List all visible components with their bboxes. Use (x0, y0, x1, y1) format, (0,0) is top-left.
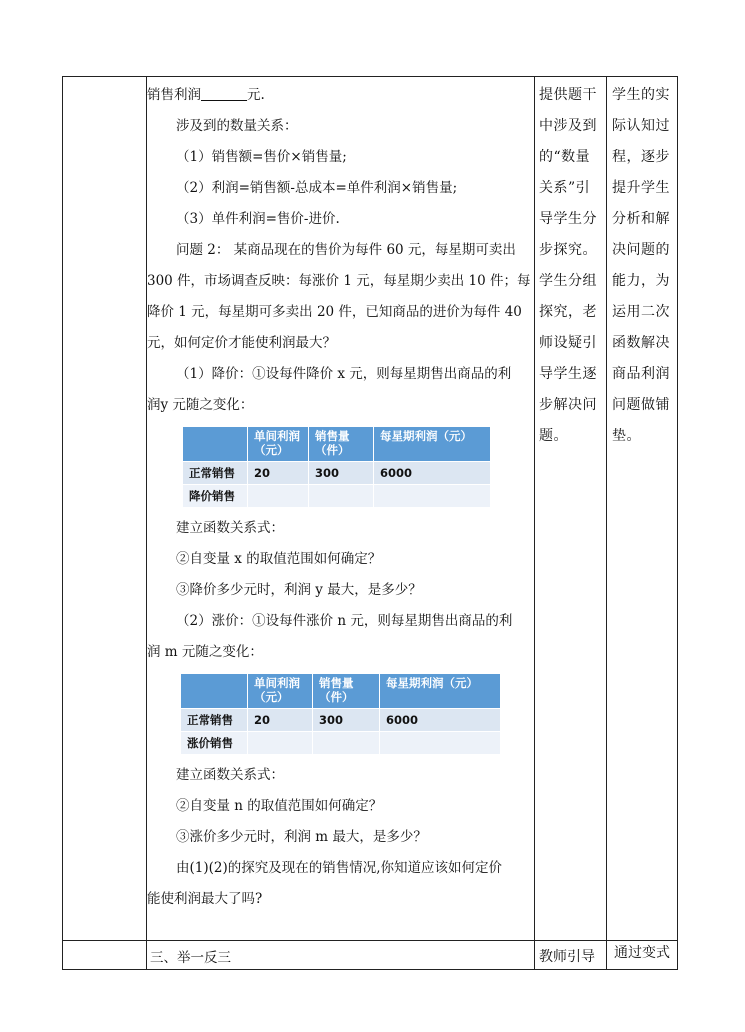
main-content-column (147, 80, 532, 915)
text-line: 由(1)(2)的探究及现在的销售情况,你知道应该如何定价 (176, 860, 503, 876)
table-header: 单间利润 （元） (248, 427, 309, 462)
column-divider (606, 76, 607, 970)
text-line: （2）涨价：①设每件涨价 n 元，则每星期售出商品的利 (176, 613, 513, 629)
text-line: 润 m 元随之变化： (147, 644, 263, 660)
column-divider (534, 76, 535, 970)
text-line: 建立函数关系式： (176, 767, 284, 783)
text-line: ②自变量 x 的取值范围如何确定？ (176, 551, 382, 567)
intent-variation: 通过变式 (614, 945, 670, 961)
table-row: 降价销售 (183, 485, 491, 508)
text-line: 能使利润最大了吗? (147, 891, 263, 907)
text-line: （3）单件利润=售价-进价. (176, 211, 340, 227)
table-header (183, 427, 248, 462)
table-header: 每星期利润（元） (374, 427, 491, 462)
table-header: 销售量 （件） (309, 427, 374, 462)
teacher-activity-column: 提供题干 中涉及到 的“数量 关系”引 导学生分 步探究。 学生分组 探究，老 师设疑引 导学生逐 步解决问 题。 (539, 87, 597, 444)
text-line: （1）降价：①设每件降价 x 元，则每星期售出商品的利 (176, 366, 512, 382)
text-line: ③降价多少元时，利润 y 最大，是多少？ (176, 582, 422, 598)
table-header: 每星期利润（元） (380, 674, 501, 709)
text-line: 300 件，市场调查反映：每涨价 1 元，每星期少卖出 10 件；每 (147, 273, 531, 289)
text-line: 销售利润 元. (147, 87, 265, 103)
section-heading: 三、举一反三 (150, 950, 231, 966)
price-cut-table-wrap (147, 421, 532, 513)
row-divider (62, 940, 678, 941)
design-intent-column: 学生的实 际认知过 程，逐步 提升学生 分析和解 决问题的 能力，为 运用二次 函数解决 商品利润 问题做铺 垫。 (612, 87, 670, 444)
text-line: 建立函数关系式： (176, 520, 284, 536)
fill-blank (201, 86, 247, 101)
price-raise-table (181, 674, 501, 754)
problem-2-text: 问题 2： 某商品现在的售价为每件 60 元，每星期可卖出 (176, 242, 516, 258)
text-line: 涉及到的数量关系： (176, 118, 298, 134)
text-line: 润y 元随之变化： (147, 397, 254, 413)
text-line: ③涨价多少元时，利润 m 最大，是多少？ (176, 829, 427, 845)
text-line: ②自变量 n 的取值范围如何确定？ (176, 798, 383, 814)
table-row: 正常销售 20 300 6000 (183, 462, 491, 485)
price-raise-table-wrap (147, 668, 532, 760)
table-header: 销售量 （件） (313, 674, 380, 709)
text-line: （2）利润=销售额-总成本=单件利润×销售量; (176, 180, 458, 196)
table-header (181, 674, 248, 709)
table-header: 单间利润 （元） (248, 674, 313, 709)
text-line: （1）销售额=售价×销售量; (176, 149, 347, 165)
table-row: 正常销售 20 300 6000 (181, 709, 501, 732)
table-row: 涨价销售 (181, 732, 501, 755)
text-line: 降价 1 元，每星期可多卖出 20 件，已知商品的进价为每件 40 (147, 304, 522, 320)
teacher-guidance: 教师引导 (539, 949, 595, 965)
text-line: 元，如何定价才能使利润最大？ (147, 335, 336, 351)
price-cut-table (183, 427, 491, 507)
